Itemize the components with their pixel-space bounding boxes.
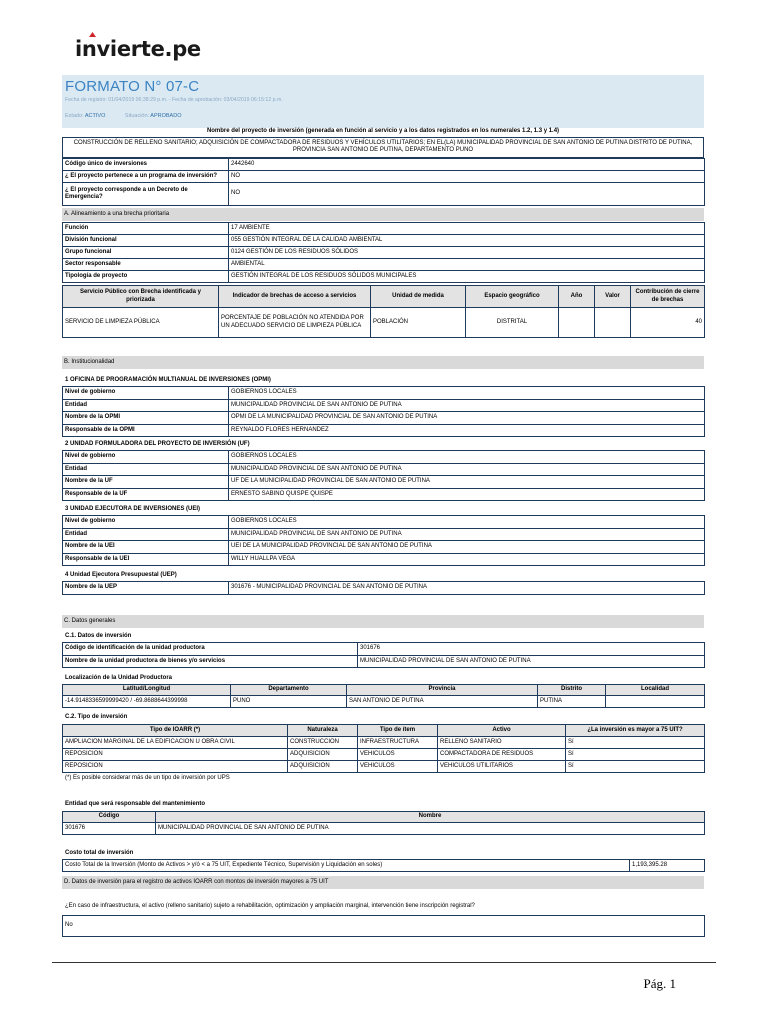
- table-row: [63, 749, 705, 761]
- table-row: [63, 412, 705, 425]
- costo-title: Costo total de inversión: [65, 850, 134, 856]
- cell: COMPACTADORA DE RESIDUOS: [438, 749, 566, 761]
- table-row: [63, 696, 705, 708]
- row-label: Nivel de gobierno: [63, 387, 229, 400]
- row-label: División funcional: [63, 235, 229, 247]
- uei-title: 3 UNIDAD EJECUTORA DE INVERSIONES (UEI): [65, 506, 201, 512]
- localizacion-title: Localización de la Unidad Productora: [65, 675, 173, 681]
- cell: POBLACIÓN: [371, 308, 466, 338]
- table-row: [63, 235, 705, 247]
- cell: CONSTRUCCION: [288, 737, 358, 749]
- table-row: [63, 424, 705, 437]
- row-value: UEI DE LA MUNICIPALIDAD PROVINCIAL DE SAN ANTONIO DE PUTINA: [229, 541, 705, 554]
- cell: ADQUISICION: [288, 761, 358, 773]
- column-header: Indicador de brechas de acceso a servicios: [219, 286, 371, 308]
- cell: MUNICIPALIDAD PROVINCIAL DE SAN ANTONIO DE PUTINA: [156, 823, 705, 835]
- column-header: Provincia: [347, 685, 538, 696]
- cell: VEHICULOS: [358, 761, 438, 773]
- cell: VEHICULOS: [358, 749, 438, 761]
- row-value: GOBIERNOS LOCALES: [229, 516, 705, 529]
- column-header: Contribución de cierre de brechas: [631, 286, 705, 308]
- column-header: Distrito: [538, 685, 606, 696]
- column-header: Valor: [595, 286, 631, 308]
- situacion-label: Situación:: [124, 113, 150, 119]
- row-value: 055 GESTIÓN INTEGRAL DE LA CALIDAD AMBIENTAL: [229, 235, 705, 247]
- logo-text: invierte.pe: [75, 36, 201, 61]
- row-label: Nivel de gobierno: [63, 451, 229, 464]
- table-row: [63, 761, 705, 773]
- row-value: AMBIENTAL: [229, 259, 705, 271]
- uei-table: [62, 515, 705, 566]
- table-row: [63, 655, 705, 668]
- column-header: Activo: [438, 725, 566, 737]
- table-row: [63, 860, 705, 872]
- row-label: Entidad: [63, 463, 229, 476]
- opmi-table: [62, 386, 705, 437]
- table-row: [63, 643, 705, 656]
- row-value: MUNICIPALIDAD PROVINCIAL DE SAN ANTONIO DE PUTINA: [229, 463, 705, 476]
- cell: Sí: [566, 761, 705, 773]
- c1-title: C.1. Datos de inversión: [65, 633, 132, 639]
- cell: PUTINA: [538, 696, 606, 708]
- section-d-answer-table: [62, 915, 705, 937]
- column-header: Departamento: [231, 685, 347, 696]
- row-label: Tipología de proyecto: [63, 271, 229, 283]
- column-header: Espacio geográfico: [466, 286, 559, 308]
- table-row: [63, 159, 705, 171]
- tipo-inversion-table: [62, 724, 705, 773]
- form-dates: Fecha de registro: 01/04/2019 06:38:29 p.m. - Fecha de aprobación: 03/04/2019 06:15:12 p.m.: [65, 97, 283, 103]
- column-header: Código: [63, 812, 156, 823]
- row-label: Nombre de la unidad productora de bienes y/o servicios: [63, 655, 358, 668]
- column-header: Tipo de IOARR (*): [63, 725, 288, 737]
- section-d-question: ¿En caso de infraestructura, el activo (relleno sanitario) sujeto a rehabilitación, optimización y ampliación marginal, intervención tiene inscripción registral?: [65, 903, 475, 909]
- opmi-title: 1 OFICINA DE PROGRAMACIÓN MULTIANUAL DE INVERSIONES (OPMI): [65, 377, 271, 383]
- localizacion-table: [62, 684, 705, 708]
- row-value: MUNICIPALIDAD PROVINCIAL DE SAN ANTONIO DE PUTINA: [229, 399, 705, 412]
- uep-title: 4 Unidad Ejecutora Presupuestal (UEP): [65, 572, 177, 578]
- table-row: [63, 271, 705, 283]
- cell: Sí: [566, 749, 705, 761]
- cell: REPOSICION: [63, 761, 288, 773]
- row-value: GOBIERNOS LOCALES: [229, 387, 705, 400]
- cell: RELLENO SANITARIO: [438, 737, 566, 749]
- cell: VEHICULOS UTILITARIOS: [438, 761, 566, 773]
- cell: REPOSICION: [63, 749, 288, 761]
- table-row: [63, 387, 705, 400]
- row-value: REYNALDO FLORES HERNANDEZ: [229, 424, 705, 437]
- row-label: Entidad: [63, 399, 229, 412]
- form-header: [62, 75, 704, 128]
- table-row: [63, 823, 705, 835]
- uf-table: [62, 450, 705, 501]
- section-a-table: [62, 222, 705, 283]
- table-row: [63, 553, 705, 566]
- row-value: 0124 GESTIÓN DE LOS RESIDUOS SÓLIDOS: [229, 247, 705, 259]
- cell: PORCENTAJE DE POBLACIÓN NO ATENDIDA POR UN ADECUADO SERVICIO DE LIMPIEZA PÚBLICA: [219, 308, 371, 338]
- table-row: [63, 451, 705, 464]
- estado-label: Estado:: [65, 113, 84, 119]
- cell: INFRAESTRUCTURA: [358, 737, 438, 749]
- info-value: NO: [229, 183, 705, 206]
- row-label: Nivel de gobierno: [63, 516, 229, 529]
- table-row: [63, 528, 705, 541]
- c1-table: [62, 642, 705, 668]
- form-title: FORMATO N° 07-C: [65, 78, 200, 95]
- row-label: Responsable de la OPMI: [63, 424, 229, 437]
- uep-table: [62, 581, 705, 595]
- table-row: [63, 541, 705, 554]
- row-value: UF DE LA MUNICIPALIDAD PROVINCIAL DE SAN ANTONIO DE PUTINA: [229, 476, 705, 489]
- cell: 301676: [63, 823, 156, 835]
- invierte-logo: [75, 32, 201, 62]
- cell: -14.9148336599999420 / -69.8688644399998: [63, 696, 231, 708]
- status-row: [65, 113, 199, 120]
- cell: DISTRITAL: [466, 308, 559, 338]
- section-d-answer: No: [63, 916, 705, 937]
- uf-title: 2 UNIDAD FORMULADORA DEL PROYECTO DE INVERSIÓN (UF): [65, 441, 250, 447]
- estado-value: ACTIVO: [84, 113, 106, 119]
- row-label: Código de identificación de la unidad productora: [63, 643, 358, 656]
- row-label: Nombre de la UF: [63, 476, 229, 489]
- brecha-table: [62, 285, 705, 338]
- row-value: 301676: [358, 643, 705, 656]
- row-label: Sector responsable: [63, 259, 229, 271]
- row-value: MUNICIPALIDAD PROVINCIAL DE SAN ANTONIO DE PUTINA: [358, 655, 705, 668]
- table-row: [63, 582, 705, 595]
- table-row: [63, 476, 705, 489]
- costo-table: [62, 859, 705, 872]
- table-row: [63, 916, 705, 937]
- section-b-title: B. Institucionalidad: [62, 356, 704, 369]
- footer-divider: [52, 962, 716, 963]
- row-value: GOBIERNOS LOCALES: [229, 451, 705, 464]
- row-value: ERNESTO SABINO QUISPE QUISPE: [229, 488, 705, 501]
- info-value: 2442640: [229, 159, 705, 171]
- c2-title: C.2. Tipo de inversión: [65, 714, 128, 720]
- cell: [595, 308, 631, 338]
- table-row: [63, 516, 705, 529]
- cell: SAN ANTONIO DE PUTINA: [347, 696, 538, 708]
- row-label: Responsable de la UF: [63, 488, 229, 501]
- row-label: Nombre de la OPMI: [63, 412, 229, 425]
- page-number: Pág. 1: [643, 976, 676, 991]
- row-label: Grupo funcional: [63, 247, 229, 259]
- column-header: Localidad: [606, 685, 705, 696]
- row-value: GESTIÓN INTEGRAL DE LOS RESIDUOS SÓLIDOS MUNICIPALES: [229, 271, 705, 283]
- table-header-row: [63, 812, 705, 823]
- cell: ADQUISICION: [288, 749, 358, 761]
- tipo-note: (*) Es posible considerar más de un tipo de inversión por UPS: [65, 775, 230, 781]
- row-value: MUNICIPALIDAD PROVINCIAL DE SAN ANTONIO DE PUTINA: [229, 528, 705, 541]
- column-header: Nombre: [156, 812, 705, 823]
- row-value: OPMI DE LA MUNICIPALIDAD PROVINCIAL DE SAN ANTONIO DE PUTINA: [229, 412, 705, 425]
- row-label: Entidad: [63, 528, 229, 541]
- table-row: [63, 737, 705, 749]
- column-header: Unidad de medida: [371, 286, 466, 308]
- logo-accent-icon: [89, 32, 96, 37]
- table-row: [63, 308, 705, 338]
- table-row: [63, 171, 705, 183]
- column-header: Año: [559, 286, 595, 308]
- table-row: [63, 247, 705, 259]
- table-row: [63, 463, 705, 476]
- row-value: WILLY HUALLPA VEGA: [229, 553, 705, 566]
- column-header: Latitud/Longitud: [63, 685, 231, 696]
- costo-label: Costo Total de la Inversión (Monto de Activos > y/ó < a 75 UIT, Expediente Técnico, Supervisión y Liquidación en soles): [63, 860, 630, 872]
- info-label: Código único de inversiones: [63, 159, 229, 171]
- row-value: 17 AMBIENTE: [229, 223, 705, 235]
- mantenimiento-table: [62, 811, 705, 835]
- table-header-row: [63, 286, 705, 308]
- project-info-table: [62, 158, 705, 206]
- row-value: 301676 - MUNICIPALIDAD PROVINCIAL DE SAN ANTONIO DE PUTINA: [229, 582, 705, 595]
- info-label: ¿ El proyecto corresponde a un Decreto de Emergencia?: [63, 183, 229, 206]
- column-header: ¿La inversión es mayor a 75 UIT?: [566, 725, 705, 737]
- info-value: NO: [229, 171, 705, 183]
- cell: [559, 308, 595, 338]
- table-header-row: [63, 685, 705, 696]
- situacion-value: APROBADO: [150, 113, 182, 119]
- table-header-row: [63, 725, 705, 737]
- section-c-title: C. Datos generales: [62, 615, 704, 628]
- project-name: CONSTRUCCIÓN DE RELLENO SANITARIO; ADQUISICIÓN DE COMPACTADORA DE RESIDUOS Y VEHÍCULOS UTILITARIOS; EN EL(LA) MUNICIPALIDAD PROVINCIAL DE SAN ANTONIO DE PUTINA DISTRITO DE PUTINA, PROVINCIA SAN ANTONIO DE PUTINA, DEPARTAMENTO PUNO: [62, 137, 704, 158]
- cell: [606, 696, 705, 708]
- row-label: Nombre de la UEI: [63, 541, 229, 554]
- table-row: [63, 259, 705, 271]
- column-header: Tipo de ítem: [358, 725, 438, 737]
- section-d-title: D. Datos de inversión para el registro de activos IOARR con montos de inversión mayores a 75 UIT: [62, 876, 704, 889]
- cell: AMPLIACION MARGINAL DE LA EDIFICACION U OBRA CIVIL: [63, 737, 288, 749]
- section-a-title: A. Alineamiento a una brecha prioritaria: [62, 208, 704, 221]
- mantenimiento-title: Entidad que será responsable del mantenimiento: [65, 801, 206, 807]
- row-label: Responsable de la UEI: [63, 553, 229, 566]
- table-row: [63, 488, 705, 501]
- row-label: Función: [63, 223, 229, 235]
- cell: 40: [631, 308, 705, 338]
- column-header: Servicio Público con Brecha identificada y priorizada: [63, 286, 219, 308]
- table-row: [63, 183, 705, 206]
- column-header: Naturaleza: [288, 725, 358, 737]
- info-label: ¿ El proyecto pertenece a un programa de inversión?: [63, 171, 229, 183]
- cell: Sí: [566, 737, 705, 749]
- row-label: Nombre de la UEP: [63, 582, 229, 595]
- cell: SERVICIO DE LIMPIEZA PÚBLICA: [63, 308, 219, 338]
- costo-value: 1,193,395.28: [630, 860, 705, 872]
- table-row: [63, 399, 705, 412]
- project-heading: Nombre del proyecto de inversión (generada en función al servicio y a los datos registrados en los numerales 1.2, 1.3 y 1.4): [206, 128, 560, 134]
- cell: PUNO: [231, 696, 347, 708]
- table-row: [63, 223, 705, 235]
